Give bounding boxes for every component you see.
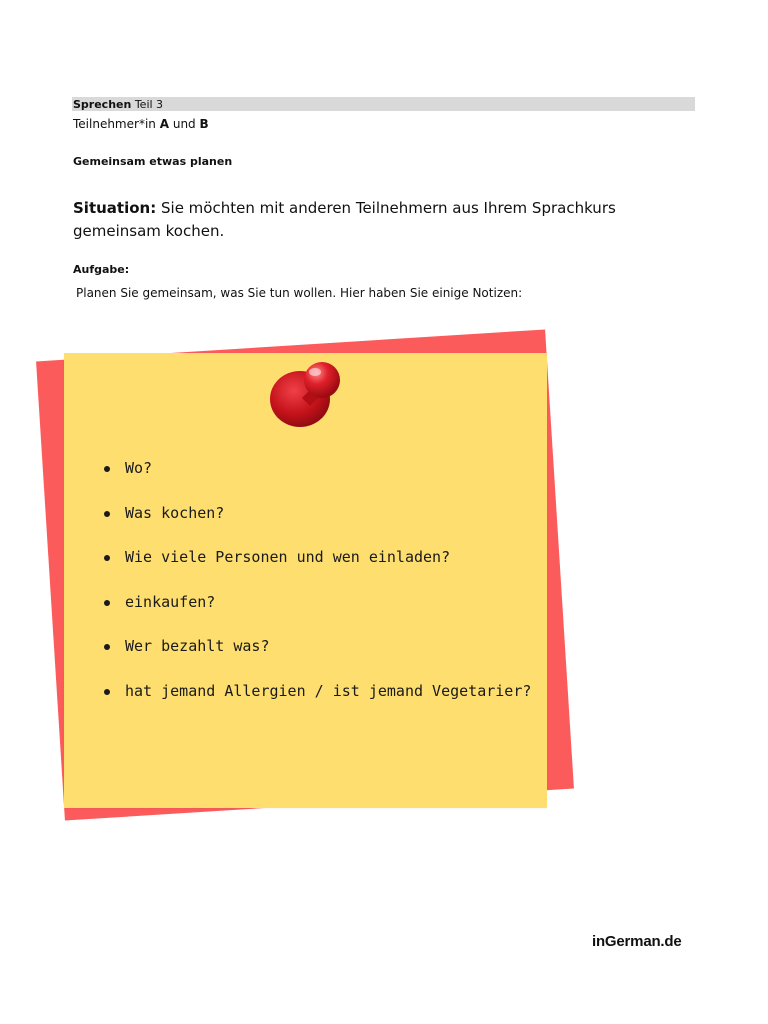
list-item [100,631,531,676]
header-line [73,98,163,111]
bullet-icon [104,555,110,561]
list-item [100,453,531,498]
list-item [100,676,531,721]
note-text: hat jemand Allergien / ist jemand Vegetarier? [125,681,532,700]
bullet-icon [104,600,110,606]
header-bar [72,97,695,111]
note-text: Wo? [125,459,153,477]
participants-and: und [172,117,196,131]
brand-logo: inGerman.de [592,933,682,950]
task-label: Aufgabe: [73,263,130,276]
bullet-icon [104,511,110,517]
situation-label: Situation: [73,199,157,217]
note-text: einkaufen? [125,592,216,611]
bullet-icon [104,644,110,650]
notes-list [100,453,531,721]
part-label: Teil 3 [134,98,164,111]
participants-prefix: Teilnehmer*in [73,117,156,131]
section-title: Gemeinsam etwas planen [73,155,233,168]
participant-b: B [199,117,209,131]
task-text: Planen Sie gemeinsam, was Sie tun wollen. Hier haben Sie einige Notizen: [76,286,523,300]
note-text: Wie viele Personen und wen einladen? [125,548,451,567]
situation-paragraph [73,197,673,243]
list-item [100,498,531,543]
list-item [100,542,531,587]
participant-a: A [159,117,170,131]
bullet-icon [104,466,110,472]
list-item [100,587,531,632]
note-text: Was kochen? [125,503,225,522]
pushpin-icon [262,358,352,428]
situation-text: Sie möchten mit anderen Teilnehmern aus Ihrem Sprachkurs gemeinsam kochen. [73,199,616,240]
bullet-icon [104,689,110,695]
participants-line [73,117,209,132]
note-text: Wer bezahlt was? [125,637,270,656]
subject-label: Sprechen [73,98,132,111]
